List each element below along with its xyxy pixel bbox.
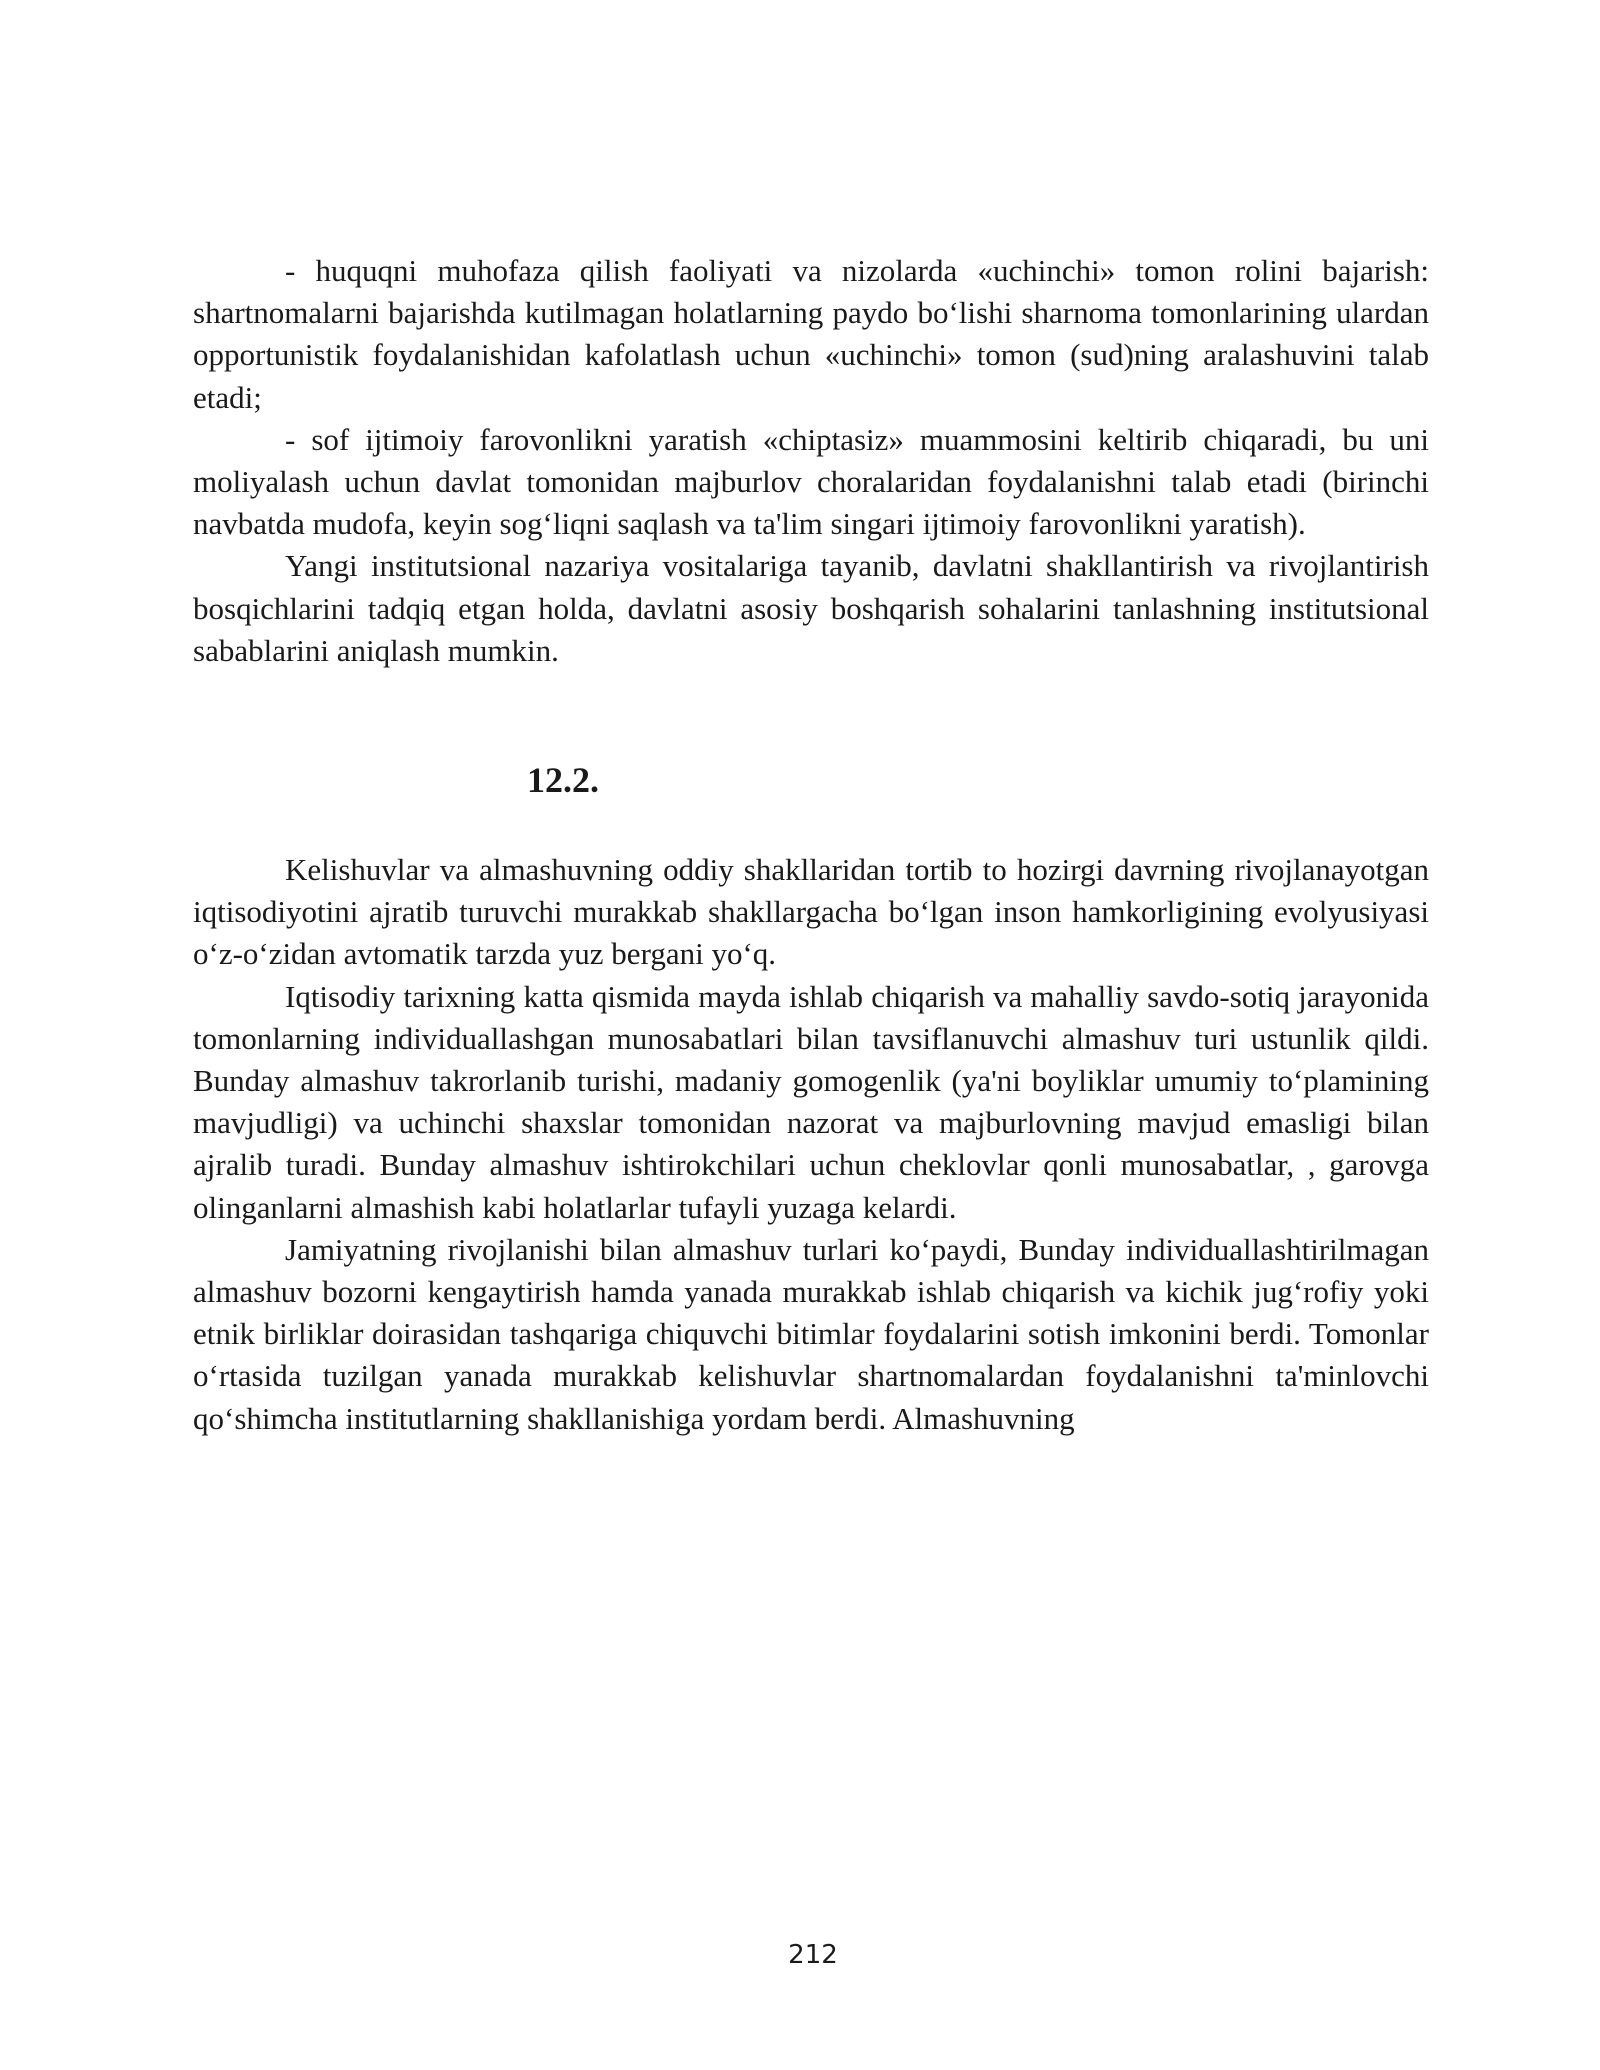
section-heading: 12.2.	[527, 760, 599, 800]
paragraph: - sof ijtimoiy farovonlikni yaratish «chiptasiz» muammosini keltirib chiqaradi, bu uni moliyalash uchun davlat tomonidan majburlov choralaridan foydalanishni talab etadi (birinchi navbatda mudofa, keyin sogʻliqni saqlash va ta'lim singari ijtimoiy farovonlikni yaratish).	[193, 421, 1429, 542]
paragraph: Iqtisodiy tarixning katta qismida mayda ishlab chiqarish va mahalliy savdo-sotiq jarayonida tomonlarning individuallashgan munosabatlari bilan tavsiflanuvchi almashuv turi ustunlik qildi. Bunday almashuv takrorlanib turishi, madaniy gomogenlik (ya'ni boyliklar umumiy toʻplamining mavjudligi) va uchinchi shaxslar tomonidan nazorat va majburlovning mavjud emasligi bilan ajralib turadi. Bunday almashuv ishtirokchilari uchun cheklovlar qonli munosabatlar, , garovga olinganlarni almashish kabi holatlarlar tufayli yuzaga kelardi.	[193, 978, 1429, 1225]
body-text-top	[193, 250, 1429, 672]
paragraph: Yangi institutsional nazariya vositalariga tayanib, davlatni shakllantirish va rivojlantirish bosqichlarini tadqiq etgan holda, davlatni asosiy boshqarish sohalarini tanlashning institutsional sabablarini aniqlash mumkin.	[193, 548, 1429, 668]
body-text-bottom	[193, 849, 1429, 1440]
paragraph: Kelishuvlar va almashuvning oddiy shakllaridan tortib to hozirgi davrning rivojlanayotgan iqtisodiyotini ajratib turuvchi murakkab shakllargacha boʻlgan inson hamkorligining evolyusiyasi oʻz-oʻzidan avtomatik tarzda yuz bergani yoʻq.	[193, 852, 1429, 972]
paragraph: - huquqni muhofaza qilish faoliyati va nizolarda «uchinchi» tomon rolini bajarish: shartnomalarni bajarishda kutilmagan holatlarning paydo boʻlishi sharnoma tomonlarining ulardan opportunistik foydalanishidan kafolatlash uchun «uchinchi» tomon (sud)ning aralashuvini talab etadi;	[193, 253, 1429, 415]
page-number: 212	[788, 1940, 838, 1970]
paragraph: Jamiyatning rivojlanishi bilan almashuv turlari koʻpaydi, Bunday individuallashtirilmagan almashuv bozorni kengaytirish hamda yanada murakkab ishlab chiqarish va kichik jugʻrofiy yoki etnik birliklar doirasidan tashqariga chiquvchi bitimlar foydalarini sotish imkonini berdi. Tomonlar oʻrtasida tuzilgan yanada murakkab kelishuvlar shartnomalardan foydalanishni ta'minlovchi qoʻshimcha institutlarning shakllanishiga yordam berdi. Almashuvning	[193, 1231, 1429, 1436]
